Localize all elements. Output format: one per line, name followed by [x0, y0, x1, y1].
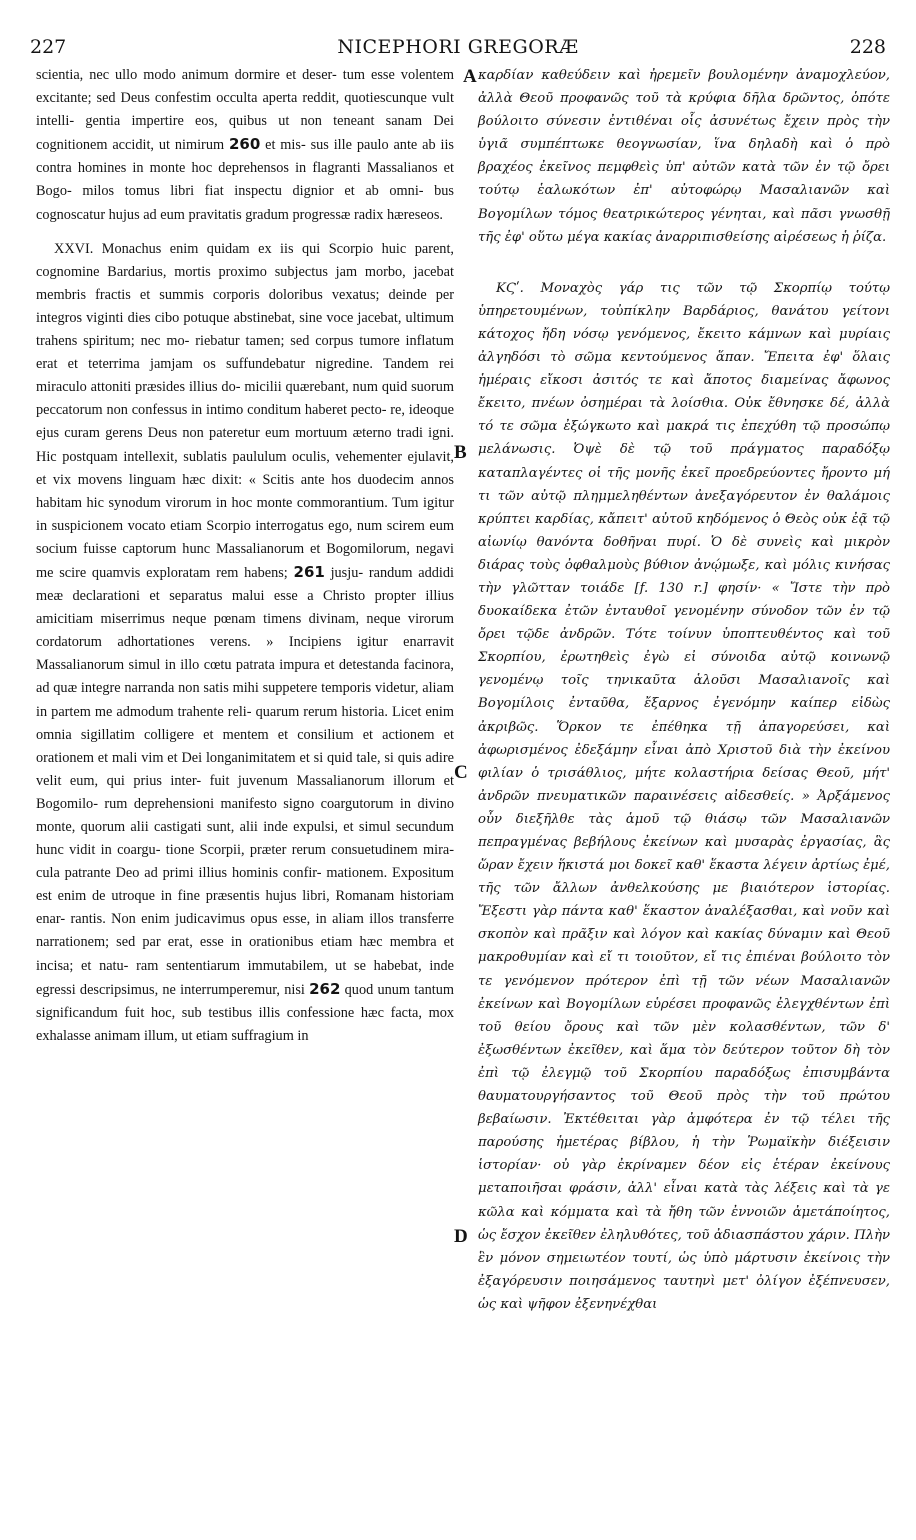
latin-text: et mis- sus ille paulo ante ab iis contra homines in monte hoc deprehensos in flagranti Massalianos et Bogo- milos tomus libri fiat inspectu dignior et ab omni- bus cognoscatur hujus ad eum pravitatis gradum progressæ radix hæreseos. — [36, 137, 454, 223]
greek-column — [478, 64, 890, 1327]
latin-text: scientia, nec ullo modo animum dormire et deser- tum esse volentem excitante; sed Deus confestim occulta aperta reddit, quotiescunque vult intelli- gentia impertire eos, quibus ut non teneant sanam Dei cognitionem accidit, ut nimirum — [36, 67, 454, 154]
latin-column — [36, 64, 454, 1059]
page-header — [0, 36, 916, 66]
greek-paragraph-2: ΚϚʹ. Μοναχὸς γάρ τις τῶν τῷ Σκορπίῳ τούτῳ ὑπηρετουμένων, τοὐπίκλην Βαρδάριος, θανάτου γείτονι κάτοχος ἤδη νόσῳ γενόμενος, ἔκειτο κάμνων καὶ μυρίαις ἀλγηδόσι τὸ σῶμα κεντούμενος ἅπαν. Ἔπειτα ἐφ' ὅλαις ἡμέραις εἴκοσι ἀσιτός τε καὶ ἄποτος διαμείνας ἄφωνος ἔκειτο, πνέων ὀσημέραι τὰ λοίσθια. Οὐκ ἔθνησκε δέ, ἀλλὰ τό τε σῶμα ἐξώγκωτο καὶ μακρά τις ἐπεχύθη τῷ προσώπῳ μελάνωσις. Ὀψὲ δὲ τῷ τοῦ πράγματος παραδόξῳ καταπλαγέντες οἱ τῆς μονῆς ἐκεῖ προεδρεύοντες ἤροντο μή τι τῶν αὐτῷ πλημμεληθέντων ἀνεξαγόρευτον ἐν θαλάμοις κρύπτει καρδίας, κἄπειτ' αὐτοῦ κηδόμενος ὁ Θεὸς οὐκ ἐᾷ τῷ αἰωνίῳ θανόντα δοθῆναι πυρί. Ὁ δὲ συνεὶς καὶ μικρὸν διάρας τοὺς ὀφθαλμοὺς βύθιον ἀνῴμωξε, καὶ μόλις κινήσας τὴν γλῶτταν τοιάδε [f. 130 r.] φησίν· « Ἴστε τὴν πρὸ δυοκαίδεκα ἐτῶν ἐνταυθοῖ γενομένην σύνοδον τῶν ἐν τῷ ὄρει τῷδε ἀνδρῶν. Τότε τοίνυν ὑποπτευθέντος καὶ τοῦ Σκορπίου, ἐρωτηθεὶς ἐγὼ εἰ σύνοιδα αὐτῷ κοινωνῷ γενομένῳ τοῖς τηνικαῦτα ἁλοῦσι Μασαλιανοῖς καὶ Βογομίλοις ἐνταῦθα, ἔξαρνος ἐγενόμην καίπερ εἰδὼς ἀκριβῶς. Ὅρκον τε ἐπέθηκα τῇ ἀπαγορεύσει, καὶ ἀφωρισμένος ἐδεξάμην εἶναι ἀπὸ Χριστοῦ διὰ τὴν ἐκείνου φιλίαν ὁ τρισάθλιος, μήτε κολαστήρια δείσας Θεοῦ, μήτ' ἀνδρῶν πνευματικῶν παραινέσεις αἰδεσθείς. » Ἀρξάμενος οὖν διεξῆλθε τὰς ἁμοῦ τῷ θιάσῳ τῶν Μασαλιανῶν πεπραγμένας βεβήλους ἐκείνων καὶ μυσαρὰς ἐργασίας, ἃς ὥραν ἔχειν ἥκιστά μοι δοκεῖ καθ' ἕκαστα λέγειν ἀρτίως ἐμέ, τῆς τῶν ἄλλων ἀνθελκούσης με βιαιότερον ἱστορίας. Ἔξεστι γὰρ πάντα καθ' ἕκαστον ἀναλέξασθαι, καὶ νοῦν καὶ σκοπὸν καὶ πρᾶξιν καὶ λόγον καὶ κακίας δύναμιν καὶ Θεοῦ μακροθυμίαν καὶ εἴ τι τοιοῦτον, εἴ τις ἐπιέναι βούλοιτο τὸν τε γενόμενον πρότερον ἐπὶ τῇ τῶν νέων Μασαλιανῶν ἐκείνων καὶ Βογομίλων εὑρέσει προφανῶς ἐλεγχθέντων ἐπὶ τοῦ θείου ὄρους καὶ τῶν μὲν κολασθέντων, τῶν δ' ἐξωσθέντων ἐκεῖθεν, καὶ ἅμα τὸν δεύτερον τοῦτον δὴ τὸν ἐπὶ τῷ ἐλεγμῷ τοῦ Σκορπίου παραδόξως ἐπισυμβάντα θαυματουργήσαντος τοῦ Θεοῦ πρὸς τὴν τοῦ πρώτου βεβαίωσιν. Ἐκτέθειται γὰρ ἀμφότερα ἐν τῷ τέλει τῆς παρούσης ἡμετέρας βίβλου, ἡ τὴν Ῥωμαϊκὴν διέξεισιν ἱστορίαν· οὐ γὰρ ἐκρίναμεν δέον εἰς ἑτέραν ἐκείνους μεταποιῆσαι φράσιν, ἀλλ' εἶναι κατὰ τὰς λέξεις καὶ τὰ γε κῶλα καὶ κόμματα καὶ τὰ ἤθη τῶν ἐννοιῶν ἀμετάποίητος, ὡς ἔσχον ἐκεῖθεν ἐληλυθότες, τοῦ ἀδιασπάστου χάριν. Πλὴν ἓν μόνον σημειωτέον τουτί, ὡς ὑπὸ μάρτυσιν ἐκείνοις τὴν ἐξαγόρευσιν ποιησάμενος ταυτηνὶ μετ' ὀλίγον ἐξέπνευσεν, ὡς καὶ ψῆφον ἐξενηνέχθαι — [478, 280, 890, 1312]
page-number-left: 227 — [30, 36, 67, 58]
latin-text: XXVI. Monachus enim quidam ex iis qui Scorpio huic parent, cognomine Bardarius, mortis proximo subjectus jam morbo, jacebat membris fractis et summis corporis doloribus vexatus; deinde per integros viginti dies cibo potuque abstinebat, sine voce jacebat, ultimum trahens spiritum; nec mo- riebatur tamen; sed corpus tumore inflatum erat et teterrima jamjam os suffundebatur nigredine. Tandem rei miraculo attoniti præsides illius do- micilii quærebant, num quid suorum peccatorum non confessus in intimo conditum haberet pecto- re, ideoque ejus curam gerens Deus non pateretur eum mortuum æterno tradi igni. Hic postquam intellexit, sublatis paululum oculis, vehementer ejulavit, et vix movens linguam hæc dixit: « Scitis ante hos duodecim annos habitam hic synodum virorum in hoc monte commorantium. Tum igitur in suspicionem vocato etiam Scorpio interrogatus ego, num scirem eum socium fuisse captorum hunc Massalianorum et Bogomilorum, negavi me scire quamvis exploratam rem habens; — [36, 240, 454, 581]
marginal-number: 260 — [228, 135, 261, 154]
page-number-right: 228 — [849, 36, 886, 58]
margin-letter-c: C — [454, 762, 468, 783]
margin-letter-d: D — [454, 1226, 468, 1247]
latin-paragraph-2 — [36, 238, 454, 1048]
latin-text: jusju- randum addidi meæ declarationi et separatus malui esse a Christo propter illius amicitiam miserrimus neque pœnam timens divinam, neque virorum cordatorum adhortationes verens. » Incipiens igitur enarravit Massalianorum simul in illo cœtu patrata impura et detestanda facinora, ad quæ integre narranda non satis mihi suppetere temporis videtur, aliam in partem me admodum trahente reli- quarum rerum historia. Licet enim omnia sigillatim colligere et mentem et consilium et actionem et orationem et mali vim et Dei longanimitatem et si quid tale, si quis adire velit eum, qui prius inter- fuit juvenum Massalianorum illorum et Bogomilo- rum deprehensioni manifesto signo coargutorum in divino monte, quorum alii castigati sunt, alii inde expulsi, et simul secundum hunc vidit in coargu- tione Scorpii, præter rerum consuetudinem mira- cula patrante Deo ad primi illius hominis confir- mationem. Expositum est enim de utroque in fine præsentis hujus libri, Romanam historiam enar- rantis. Non enim judicavimus opus esse, in aliam illos transferre narrationem; sed par erat, esse in orationibus etiam hæc membra et incisa; et natu- ram sententiarum immutabilem, ut se habebat, inde egressi descripsimus, ne interrumperemur, nisi — [36, 564, 455, 998]
marginal-number: 261 — [293, 562, 325, 581]
greek-paragraph-1: καρδίαν καθεύδειν καὶ ἠρεμεῖν βουλομένην ἀναμοχλεύον, ἀλλὰ Θεοῦ προφανῶς τοῦ τὰ κρύφια δῆλα δρῶντος, ὁπότε βούλοιτο σύνεσιν ἐντιθέναι οἷς ἀσυνέτως ἔχειν πρὸς τὴν ὑγιᾶ συμπέπτωκε θεογνωσίαν, ἵνα δηλαδὴ καὶ ὁ πρὸ βραχέος ἐκεῖνος πεμφθεὶς ὑπ' αὐτῶν κατὰ τῶν ἐν τῷ ὄρει τούτῳ ἑαλωκότων ἐπ' αὐτοφώρῳ Μασαλιανῶν καὶ Βογομίλων τόμος θεατρικώτερος γένηται, καὶ πᾶσι γνωσθῇ τῆς ἐφ' οὕτω μέγα κακίας ἀναρριπισθείσης αἱρέσεως ἡ ῥίζα. — [478, 68, 890, 245]
margin-letter-a: A — [463, 66, 477, 87]
margin-letter-b: B — [454, 442, 467, 463]
running-head: NICEPHORI GREGORÆ — [337, 36, 579, 58]
latin-text: quod unum tantum significandum fuit hoc, sub testibus illis confessione hæc facta, mox exhalasse animam illum, ut etiam suffragium in — [36, 981, 454, 1044]
latin-paragraph-1 — [36, 64, 454, 227]
marginal-number: 262 — [309, 979, 341, 998]
